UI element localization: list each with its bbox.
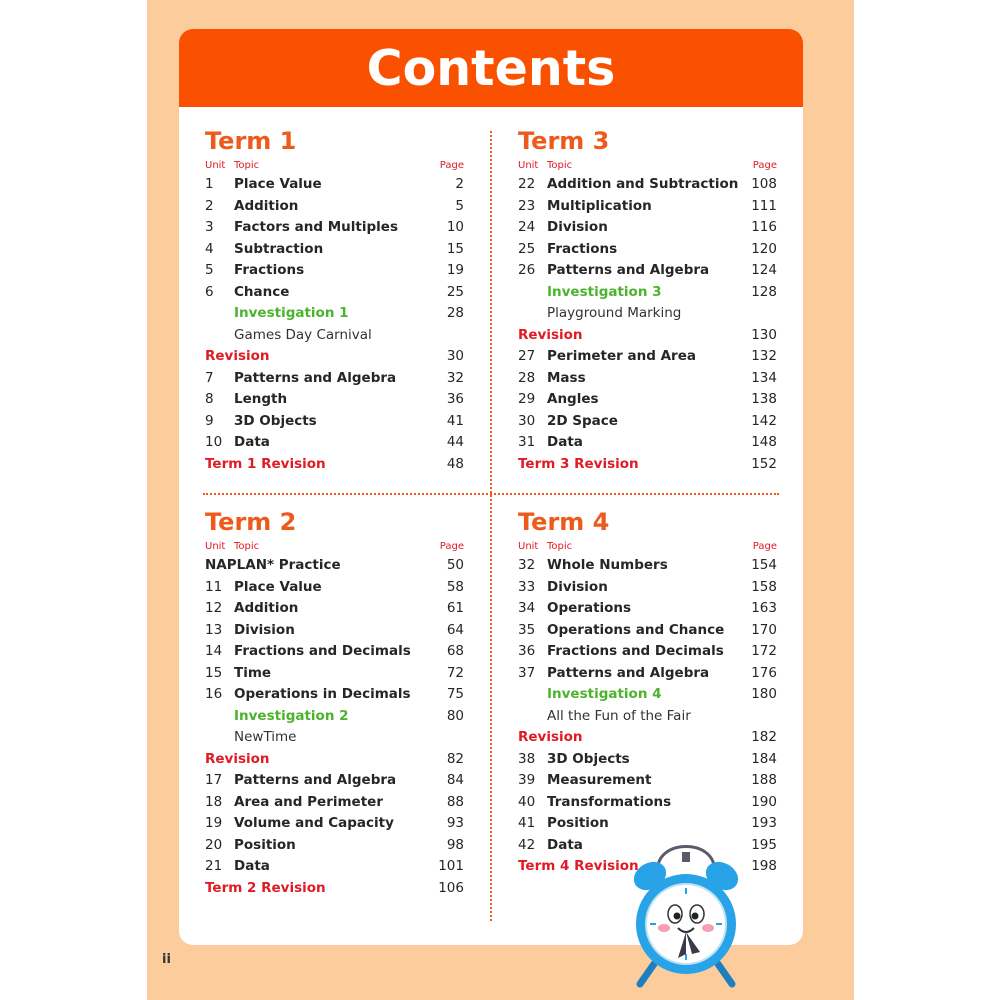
contents-card	[179, 29, 803, 945]
contents-row	[518, 792, 780, 814]
contents-row	[518, 303, 780, 325]
topic-label: Angles	[547, 391, 599, 407]
revision-row	[205, 878, 467, 900]
topic-label: Operations	[547, 600, 632, 616]
unit-number: 35	[518, 621, 536, 638]
contents-row	[205, 389, 467, 411]
page-number-cell: 188	[751, 772, 777, 788]
page-number-cell: 176	[751, 664, 777, 681]
unit-number: 39	[518, 772, 536, 788]
topic-label: Multiplication	[547, 197, 652, 214]
topic-label: Data	[547, 836, 583, 853]
topic-label: Transformations	[547, 793, 672, 810]
topic-label: All the Fun of the Fair	[547, 707, 691, 724]
topic-label: 3D Objects	[234, 412, 317, 429]
contents-row	[205, 598, 467, 620]
topic-label: Data	[234, 858, 270, 874]
contents-row	[518, 598, 780, 620]
topic-label: Length	[234, 391, 288, 407]
vertical-divider	[490, 131, 492, 921]
topic-label: Investigation 1	[234, 305, 349, 321]
page-number-cell: 2	[455, 176, 464, 192]
page-number-cell: 19	[446, 262, 464, 278]
contents-row	[205, 174, 467, 196]
contents-row	[205, 620, 467, 642]
page-number-cell: 64	[446, 621, 464, 638]
unit-header: Unit	[205, 160, 226, 171]
contents-banner	[179, 29, 803, 107]
contents-row	[205, 813, 467, 835]
page-number-cell: 132	[751, 348, 777, 364]
page-number-cell: 111	[751, 197, 777, 214]
contents-row	[205, 555, 467, 577]
unit-number: 28	[518, 369, 536, 386]
page-header: Page	[439, 541, 464, 552]
unit-number: 3	[205, 219, 214, 235]
topic-label: Position	[234, 836, 296, 853]
unit-number: 38	[518, 750, 536, 767]
page-number-cell: 180	[751, 686, 777, 702]
contents-row	[205, 663, 467, 685]
page-number-cell: 193	[751, 815, 777, 831]
contents-row	[205, 239, 467, 261]
unit-number: 41	[518, 815, 536, 831]
column-header	[518, 160, 780, 174]
unit-number: 23	[518, 197, 536, 214]
unit-number: 40	[518, 793, 536, 810]
page-number-cell: 98	[446, 836, 464, 853]
contents-row	[518, 346, 780, 368]
contents-row	[518, 641, 780, 663]
page-number-cell: 80	[446, 707, 464, 724]
contents-row	[205, 770, 467, 792]
page-number-cell: 50	[446, 557, 464, 573]
topic-label: Subtraction	[234, 240, 324, 257]
page-number-cell: 106	[438, 879, 464, 896]
topic-label: Playground Marking	[547, 305, 682, 321]
topic-label: Volume and Capacity	[234, 815, 394, 831]
page-number-cell: 82	[446, 750, 464, 767]
topic-label: Factors and Multiples	[234, 219, 398, 235]
contents-row	[518, 368, 780, 390]
page-number-cell: 72	[446, 664, 464, 681]
page-number-cell: 198	[751, 858, 777, 874]
page-number-cell: 36	[446, 391, 464, 407]
topic-label: Measurement	[547, 772, 652, 788]
page-header: Page	[752, 160, 777, 171]
unit-number: 11	[205, 578, 223, 595]
unit-header: Unit	[205, 541, 226, 552]
contents-row	[205, 792, 467, 814]
topic-label: Addition	[234, 197, 299, 214]
unit-number: 1	[205, 176, 214, 192]
unit-number: 18	[205, 793, 223, 810]
contents-row	[205, 727, 467, 749]
topic-label: Revision	[205, 348, 270, 364]
topic-label: Term 3 Revision	[518, 455, 639, 472]
topic-header: Topic	[234, 541, 260, 552]
page-number-cell: 108	[751, 176, 777, 192]
page-number-cell: 142	[751, 412, 777, 429]
column-header	[518, 541, 780, 555]
unit-number: 30	[518, 412, 536, 429]
topic-label: Term 2 Revision	[205, 879, 326, 896]
topic-label: Games Day Carnival	[234, 326, 372, 343]
unit-number: 21	[205, 858, 223, 874]
unit-header: Unit	[518, 160, 539, 171]
topic-label: Investigation 4	[547, 686, 662, 702]
unit-number: 13	[205, 621, 223, 638]
page-number-cell: 10	[446, 219, 464, 235]
unit-number: 10	[205, 434, 223, 450]
topic-label: Investigation 2	[234, 707, 349, 724]
page-number-cell: 128	[751, 283, 777, 300]
contents-row	[518, 174, 780, 196]
unit-number: 31	[518, 434, 536, 450]
unit-number: 22	[518, 176, 536, 192]
page-number-cell: 172	[751, 643, 777, 659]
page-number-cell: 15	[446, 240, 464, 257]
unit-number: 2	[205, 197, 214, 214]
page-number-cell: 93	[446, 815, 464, 831]
contents-row	[205, 196, 467, 218]
contents-row	[518, 432, 780, 454]
topic-label: Mass	[547, 369, 586, 386]
contents-row	[518, 770, 780, 792]
contents-list	[205, 555, 467, 899]
topic-label: Fractions and Decimals	[234, 643, 411, 659]
page-number-cell: 184	[751, 750, 777, 767]
unit-header: Unit	[518, 541, 539, 552]
page-number-cell: 130	[751, 326, 777, 343]
unit-number: 4	[205, 240, 214, 257]
page-number-cell: 30	[446, 348, 464, 364]
unit-number: 36	[518, 643, 536, 659]
horizontal-divider	[203, 493, 779, 495]
page-number-cell: 163	[751, 600, 777, 616]
page-number-cell: 44	[446, 434, 464, 450]
topic-label: NewTime	[234, 729, 297, 745]
topic-label: Place Value	[234, 578, 322, 595]
contents-row	[518, 663, 780, 685]
contents-row	[205, 856, 467, 878]
page-number-cell: 158	[751, 578, 777, 595]
topic-label: Operations in Decimals	[234, 686, 411, 702]
investigation-row	[205, 706, 467, 728]
contents-row	[205, 217, 467, 239]
page-number-cell: 152	[751, 455, 777, 472]
unit-number: 5	[205, 262, 214, 278]
page-number-cell: 170	[751, 621, 777, 638]
page-number-cell: 148	[751, 434, 777, 450]
topic-label: 2D Space	[547, 412, 618, 429]
unit-number: 17	[205, 772, 223, 788]
topic-label: Fractions	[234, 262, 305, 278]
investigation-row	[205, 303, 467, 325]
unit-number: 33	[518, 578, 536, 595]
unit-number: 8	[205, 391, 214, 407]
contents-row	[518, 555, 780, 577]
contents-row	[205, 432, 467, 454]
page-number-cell: 138	[751, 391, 777, 407]
topic-label: Data	[547, 434, 583, 450]
topic-label: Area and Perimeter	[234, 793, 383, 810]
contents-row	[205, 641, 467, 663]
investigation-row	[518, 282, 780, 304]
term-title: Term 2	[205, 508, 297, 536]
page-number-cell: 116	[751, 219, 777, 235]
contents-row	[205, 282, 467, 304]
topic-label: Revision	[205, 750, 270, 767]
contents-row	[518, 411, 780, 433]
topic-label: Whole Numbers	[547, 557, 668, 573]
contents-row	[205, 577, 467, 599]
unit-number: 27	[518, 348, 536, 364]
topic-header: Topic	[547, 541, 573, 552]
topic-label: Fractions and Decimals	[547, 643, 724, 659]
contents-row	[205, 325, 467, 347]
contents-list	[518, 174, 780, 475]
revision-row	[205, 346, 467, 368]
page-number-cell: 120	[751, 240, 777, 257]
topic-header: Topic	[234, 160, 260, 171]
unit-number: 19	[205, 815, 223, 831]
page-number-cell: 124	[751, 262, 777, 278]
contents-row	[205, 684, 467, 706]
unit-number: 42	[518, 836, 536, 853]
topic-label: Fractions	[547, 240, 618, 257]
contents-row	[518, 706, 780, 728]
contents-row	[518, 389, 780, 411]
topic-label: Revision	[518, 326, 583, 343]
unit-number: 14	[205, 643, 223, 659]
page-number-cell: 190	[751, 793, 777, 810]
page-number-cell: 84	[446, 772, 464, 788]
page-number-cell: 195	[751, 836, 777, 853]
topic-label: Addition	[234, 600, 299, 616]
contents-row	[518, 577, 780, 599]
unit-number: 7	[205, 369, 214, 386]
topic-label: Addition and Subtraction	[547, 176, 739, 192]
topic-label: Division	[234, 621, 295, 638]
revision-row	[518, 727, 780, 749]
page-number-cell: 101	[438, 858, 464, 874]
page-number-cell: 28	[446, 305, 464, 321]
column-header	[205, 541, 467, 555]
unit-number: 20	[205, 836, 223, 853]
topic-label: Chance	[234, 283, 290, 300]
revision-row	[205, 749, 467, 771]
unit-number: 24	[518, 219, 536, 235]
page-number-cell: 41	[446, 412, 464, 429]
topic-label: Term 4 Revision	[518, 858, 639, 874]
revision-row	[205, 454, 467, 476]
topic-label: Patterns and Algebra	[547, 262, 710, 278]
topic-label: Time	[234, 664, 272, 681]
page-number-cell: 182	[751, 729, 777, 745]
term-title: Term 1	[205, 127, 297, 155]
topic-label: Position	[547, 815, 609, 831]
topic-label: Investigation 3	[547, 283, 662, 300]
column-header	[205, 160, 467, 174]
contents-row	[205, 835, 467, 857]
topic-label: Term 1 Revision	[205, 455, 326, 472]
page-number: ii	[162, 952, 171, 967]
unit-number: 12	[205, 600, 223, 616]
topic-label: Data	[234, 434, 270, 450]
contents-row	[518, 196, 780, 218]
revision-row	[518, 454, 780, 476]
page-header: Page	[752, 541, 777, 552]
topic-label: Division	[547, 578, 608, 595]
unit-number: 29	[518, 391, 536, 407]
unit-number: 34	[518, 600, 536, 616]
contents-row	[205, 368, 467, 390]
contents-row	[518, 620, 780, 642]
contents-row	[205, 411, 467, 433]
contents-row	[518, 217, 780, 239]
unit-number: 15	[205, 664, 223, 681]
page-number-cell: 154	[751, 557, 777, 573]
topic-label: 3D Objects	[547, 750, 630, 767]
page-number-cell: 61	[446, 600, 464, 616]
topic-label: Patterns and Algebra	[547, 664, 710, 681]
topic-label: NAPLAN* Practice	[205, 557, 341, 573]
contents-list	[518, 555, 780, 878]
unit-number: 26	[518, 262, 536, 278]
topic-header: Topic	[547, 160, 573, 171]
topic-label: Patterns and Algebra	[234, 369, 397, 386]
topic-label: Revision	[518, 729, 583, 745]
term-title: Term 4	[518, 508, 610, 536]
page-number-cell: 75	[446, 686, 464, 702]
contents-list	[205, 174, 467, 475]
page-header: Page	[439, 160, 464, 171]
unit-number: 32	[518, 557, 536, 573]
page-number-cell: 5	[455, 197, 464, 214]
alarm-clock-mascot-icon	[626, 832, 746, 990]
topic-label: Place Value	[234, 176, 322, 192]
page-number-cell: 32	[446, 369, 464, 386]
topic-label: Division	[547, 219, 608, 235]
page-number-cell: 134	[751, 369, 777, 386]
unit-number: 6	[205, 283, 214, 300]
topic-label: Perimeter and Area	[547, 348, 696, 364]
unit-number: 37	[518, 664, 536, 681]
investigation-row	[518, 684, 780, 706]
revision-row	[518, 325, 780, 347]
contents-row	[205, 260, 467, 282]
page-number-cell: 58	[446, 578, 464, 595]
page-number-cell: 88	[446, 793, 464, 810]
term-title: Term 3	[518, 127, 610, 155]
contents-row	[518, 239, 780, 261]
page-number-cell: 48	[446, 455, 464, 472]
topic-label: Operations and Chance	[547, 621, 725, 638]
unit-number: 9	[205, 412, 214, 429]
unit-number: 16	[205, 686, 223, 702]
page-number-cell: 68	[446, 643, 464, 659]
contents-row	[518, 749, 780, 771]
contents-row	[518, 260, 780, 282]
unit-number: 25	[518, 240, 536, 257]
topic-label: Patterns and Algebra	[234, 772, 397, 788]
page-title: Contents	[366, 39, 616, 97]
page-number-cell: 25	[446, 283, 464, 300]
